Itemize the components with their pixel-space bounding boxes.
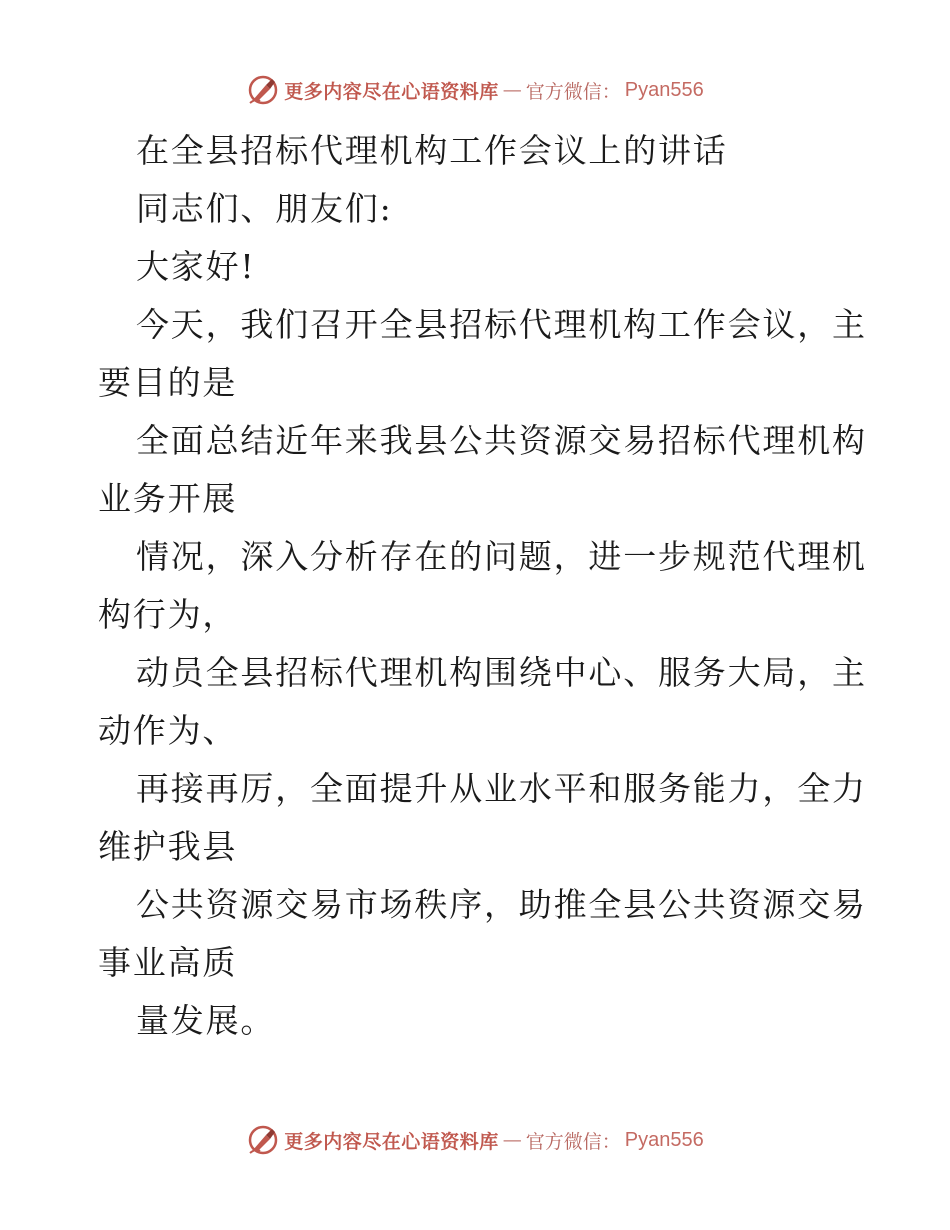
- paragraph-line: 量发展。: [136, 1001, 276, 1040]
- paragraph-line: 动作为、: [98, 711, 238, 750]
- paragraph-line: 再接再厉，全面提升从业水平和服务能力，全力: [136, 769, 867, 808]
- pen-logo-icon: [246, 73, 280, 107]
- document-title: 在全县招标代理机构工作会议上的讲话: [136, 131, 728, 170]
- watermark-wechat-label: 官方微信：: [525, 1130, 621, 1153]
- document-body: [98, 122, 867, 1050]
- watermark-content: [246, 1123, 704, 1157]
- watermark-wechat-id: Pyan556: [624, 78, 704, 101]
- watermark-site-text: 更多内容尽在心语资料库: [284, 1130, 499, 1153]
- footer-watermark: [0, 1120, 950, 1160]
- paragraph-line: 构行为，: [98, 595, 238, 634]
- pen-logo-icon: [246, 1123, 280, 1157]
- watermark-separator: —: [502, 1129, 522, 1151]
- watermark-site-text: 更多内容尽在心语资料库: [284, 80, 499, 103]
- paragraph-line: 动员全县招标代理机构围绕中心、服务大局，主: [136, 653, 867, 692]
- paragraph-line: 情况，深入分析存在的问题，进一步规范代理机: [136, 537, 867, 576]
- paragraph-line: 要目的是: [98, 363, 238, 402]
- watermark-separator: —: [502, 79, 522, 101]
- watermark-content: [246, 73, 704, 107]
- paragraph-line: 全面总结近年来我县公共资源交易招标代理机构: [136, 421, 867, 460]
- salutation: 同志们、朋友们:: [136, 189, 393, 228]
- paragraph-line: 业务开展: [98, 479, 238, 518]
- header-watermark: [0, 70, 950, 110]
- watermark-wechat-id: Pyan556: [624, 1128, 704, 1151]
- paragraph-line: 今天，我们召开全县招标代理机构工作会议，主: [136, 305, 867, 344]
- paragraph-line: 公共资源交易市场秩序，助推全县公共资源交易: [136, 885, 867, 924]
- paragraph-line: 维护我县: [98, 827, 238, 866]
- paragraph-line: 事业高质: [98, 943, 238, 982]
- greeting: 大家好!: [136, 247, 256, 286]
- watermark-wechat-label: 官方微信：: [525, 80, 621, 103]
